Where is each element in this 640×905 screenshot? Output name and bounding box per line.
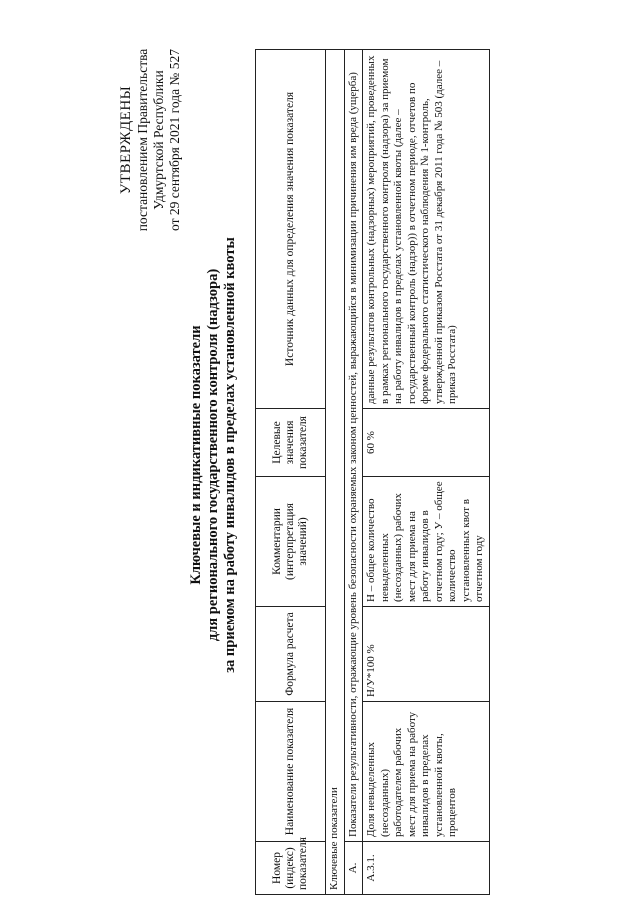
row-formula: Н/У*100 %	[363, 607, 490, 702]
title-line: для регионального государственного контроля (надзора)	[205, 268, 221, 642]
row-comments: Н – общее количество невыделенных (несозданных) рабочих мест для приема на работу инвалидов в отчетном году; У – общее количество установленных квот в отчетном году	[363, 477, 490, 607]
title-line: Ключевые и индикативные показатели	[188, 325, 204, 585]
row-number: А.3.1.	[363, 842, 490, 895]
group-label: Ключевые показатели	[326, 50, 345, 895]
approval-date: от 29 сентября 2021 года № 527	[167, 49, 182, 231]
row-target: 60 %	[363, 409, 490, 477]
approval-block	[118, 20, 183, 260]
header-number: Номер (индекс) показателя	[256, 842, 326, 895]
table-row	[363, 50, 490, 895]
group-row	[326, 50, 345, 895]
approval-line: Удмуртской Республики	[151, 70, 166, 210]
section-row	[344, 50, 363, 895]
header-name: Наименование показателя	[256, 702, 326, 842]
header-target: Целевые значения показателя	[256, 409, 326, 477]
indicators-table	[255, 49, 490, 895]
header-source: Источник данных для определения значения показателя	[256, 50, 326, 409]
approval-line: постановлением Правительства	[135, 48, 150, 232]
header-formula: Формула расчета	[256, 607, 326, 702]
table-header-row	[256, 50, 326, 895]
section-text: Показатели результативности, отражающие уровень безопасности охраняемых законом ценностей, выражающийся в минимизации причинения им вреда (ущерба)	[344, 50, 363, 842]
row-name: Доля невыделенных (несозданных) работодателем рабочих мест для приема на работу инвалидов в пределах установленной квоты, процентов	[363, 702, 490, 842]
section-index: А.	[344, 842, 363, 895]
document-title	[188, 165, 239, 745]
header-comments: Комментарии (интерпретация значений)	[256, 477, 326, 607]
row-source: данные результатов контрольных (надзорных) мероприятий, проведенных в рамках регионального государственного контроля (надзора) за приемом на работу инвалидов в пределах установленной квоты (далее – государственный контроль (надзор)) в отчетном периоде, отчетов по форме федерального статистического наблюдения № 1-контроль, утвержденной приказом Росстата от 31 декабря 2011 года № 503 (далее – приказ Росстата)	[363, 50, 490, 409]
approval-heading: УТВЕРЖДЕНЫ	[118, 85, 134, 195]
title-line: за приемом на работу инвалидов в пределах установленной квоты	[222, 237, 238, 673]
